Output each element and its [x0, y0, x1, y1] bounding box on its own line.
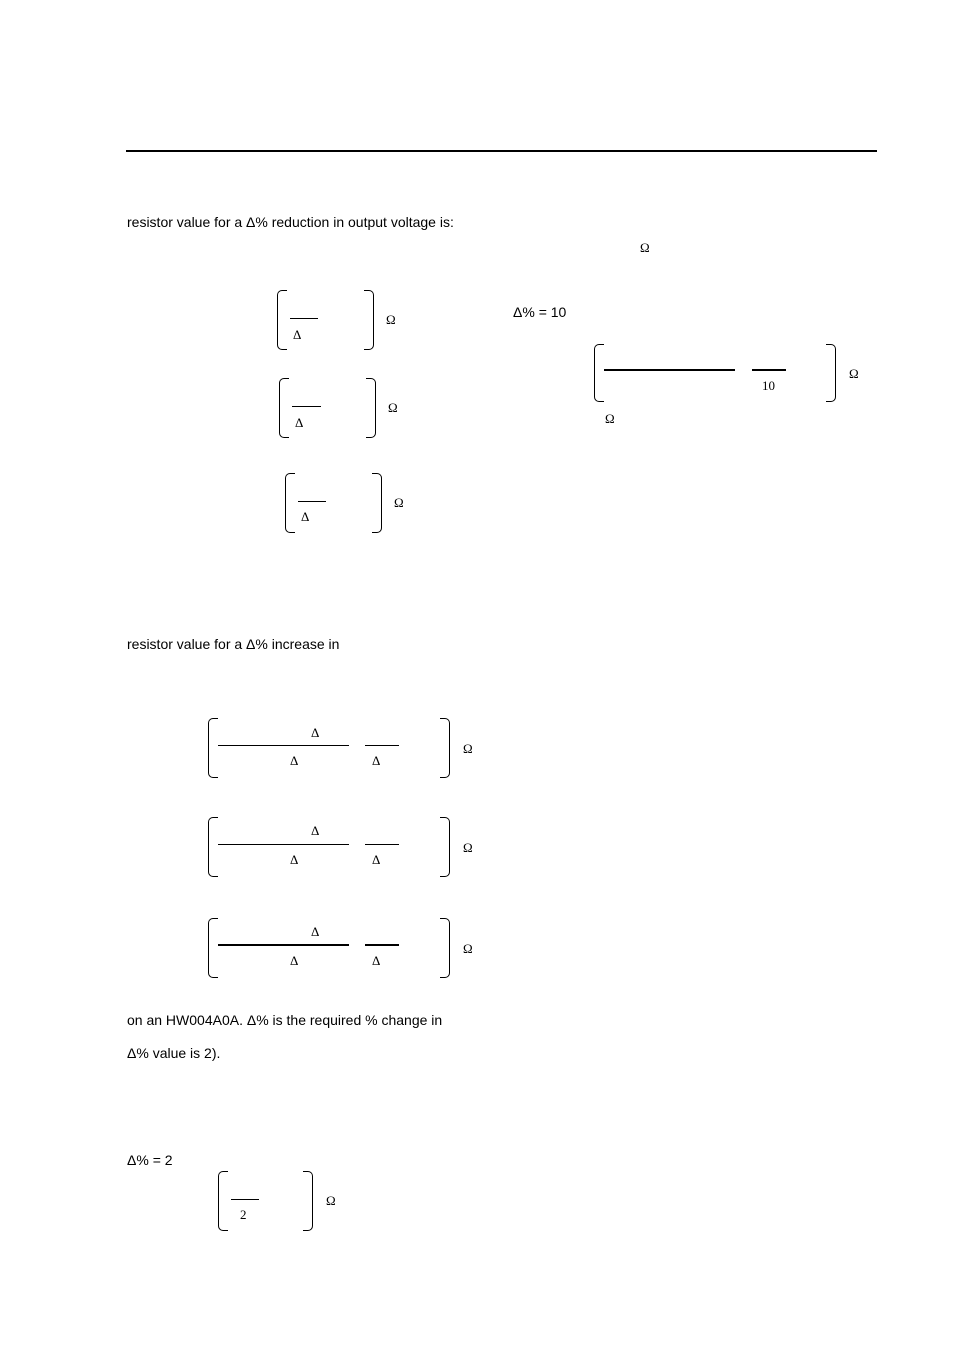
right-bracket	[364, 290, 374, 350]
fraction-bar	[290, 318, 318, 319]
delta-symbol: Δ	[372, 852, 381, 867]
fraction-bar	[218, 844, 349, 845]
delta-symbol: Δ	[301, 509, 310, 524]
delta-symbol: Δ	[372, 953, 381, 968]
ohm-symbol: Ω	[394, 495, 404, 510]
fraction-bar	[365, 944, 399, 946]
delta-symbol: Δ	[372, 753, 381, 768]
ohm-symbol: Ω	[463, 941, 473, 956]
ohm-symbol: Ω	[463, 840, 473, 855]
ohm-symbol: Ω	[640, 240, 650, 255]
fraction-bar	[218, 944, 349, 946]
ohm-symbol: Ω	[849, 366, 859, 381]
fraction-bar	[298, 501, 326, 502]
fraction-bar	[752, 369, 786, 371]
ohm-symbol: Ω	[388, 400, 398, 415]
ten-value: 10	[762, 378, 775, 393]
delta-symbol: Δ	[311, 725, 320, 740]
right-bracket	[372, 473, 382, 533]
left-bracket	[277, 290, 287, 350]
ohm-symbol: Ω	[605, 411, 615, 426]
paragraph-delta-value: Δ% value is 2).	[127, 1045, 221, 1061]
left-bracket	[218, 1171, 228, 1231]
right-bracket	[440, 817, 450, 877]
fraction-bar	[218, 745, 349, 746]
fraction-bar	[365, 745, 399, 746]
delta-symbol: Δ	[290, 852, 299, 867]
right-bracket	[826, 344, 836, 402]
right-bracket	[440, 718, 450, 778]
fraction-bar	[365, 844, 399, 845]
ohm-symbol: Ω	[463, 741, 473, 756]
two-value: 2	[240, 1207, 247, 1222]
paragraph-hw004: on an HW004A0A. Δ% is the required % change in	[127, 1012, 443, 1028]
left-bracket	[208, 817, 218, 877]
example-delta-10: Δ% = 10	[513, 304, 567, 320]
left-bracket	[279, 378, 289, 438]
header-rule	[126, 150, 877, 152]
left-bracket	[285, 473, 295, 533]
fraction-bar	[292, 406, 321, 407]
fraction-bar	[604, 369, 735, 371]
delta-symbol: Δ	[290, 753, 299, 768]
right-bracket	[366, 378, 376, 438]
right-bracket	[440, 918, 450, 978]
fraction-bar	[231, 1199, 259, 1200]
left-bracket	[208, 718, 218, 778]
delta-symbol: Δ	[311, 823, 320, 838]
right-bracket	[303, 1171, 313, 1231]
delta-symbol: Δ	[311, 924, 320, 939]
ohm-symbol: Ω	[386, 312, 396, 327]
ohm-symbol: Ω	[326, 1193, 336, 1208]
left-bracket	[208, 918, 218, 978]
example-delta-2: Δ% = 2	[127, 1152, 173, 1168]
left-bracket	[594, 344, 604, 402]
delta-symbol: Δ	[293, 327, 302, 342]
delta-symbol: Δ	[290, 953, 299, 968]
paragraph-reduction: resistor value for a Δ% reduction in output voltage is:	[127, 214, 454, 230]
delta-symbol: Δ	[295, 415, 304, 430]
paragraph-increase: resistor value for a Δ% increase in	[127, 636, 340, 652]
